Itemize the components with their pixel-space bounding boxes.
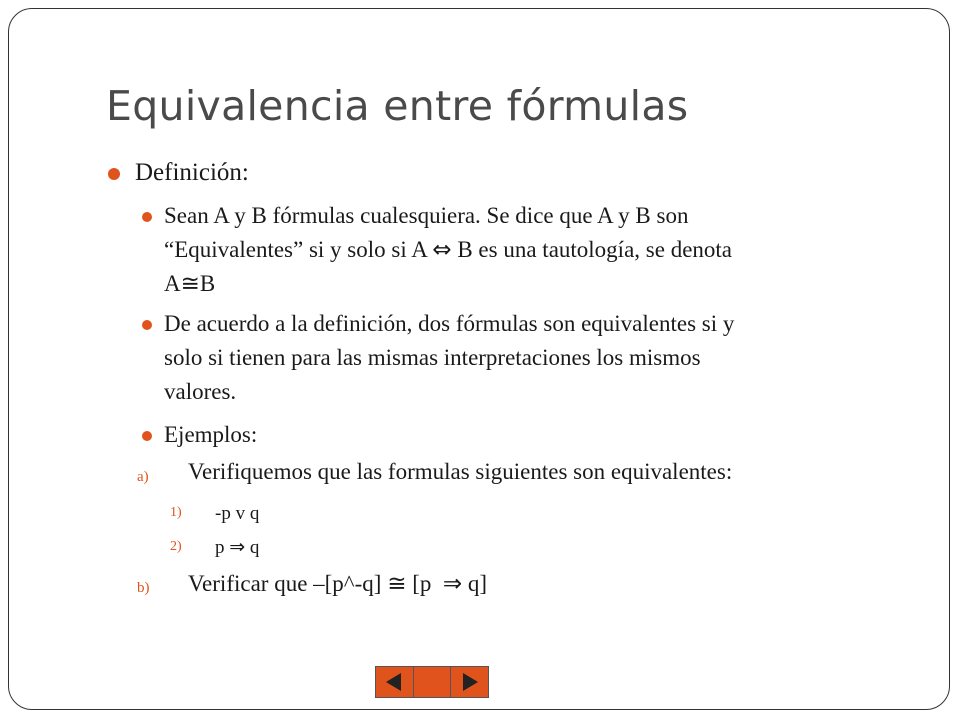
item-b-mid: [p (412, 571, 432, 596)
slide-title: Equivalencia entre fórmulas (106, 82, 689, 130)
examples-heading: Ejemplos: (164, 422, 258, 447)
congruent-symbol: ≅ (387, 571, 407, 597)
triangle-right-icon (459, 671, 481, 693)
next-slide-button[interactable] (451, 666, 489, 698)
sub2-post: q (249, 537, 260, 558)
bullet2-line1: De acuerdo a la definición, dos fórmulas son equivalentes si y (164, 311, 735, 336)
item-b-post: q] (467, 571, 488, 596)
slide-navigation (375, 666, 489, 698)
bullet-marker (142, 431, 152, 441)
item-b-marker: b) (137, 580, 150, 596)
sub1-text: -p v q (215, 503, 260, 524)
sub1-marker: 1) (170, 505, 182, 520)
sub2-marker: 2) (170, 539, 182, 554)
item-b-pre: Verificar que –[p^-q] (188, 571, 382, 596)
sub2-text (215, 536, 259, 559)
implies-symbol: ⇒ (229, 536, 246, 558)
bullet2-line3: valores. (164, 379, 237, 404)
bullet2-line2: solo si tienen para las mismas interpretaciones los mismos (164, 345, 701, 370)
bullet1-line3: A≅B (164, 271, 216, 296)
bullet1-line1: Sean A y B fórmulas cualesquiera. Se dice que A y B son (164, 203, 689, 228)
bullet1-line2-post: B es una tautología, se denota (457, 237, 732, 262)
bullet-marker (142, 320, 152, 330)
previous-slide-button[interactable] (375, 666, 414, 698)
implies-symbol: ⇒ (442, 571, 463, 597)
item-b-text (188, 571, 487, 597)
bullet1-line2 (164, 233, 732, 267)
iff-symbol: ⇔ (432, 237, 452, 263)
definition-heading: Definición: (135, 159, 249, 186)
item-a-text: Verifiquemos que las formulas siguientes son equivalentes: (188, 459, 733, 484)
bullet-marker (142, 212, 152, 222)
triangle-left-icon (383, 671, 405, 693)
home-slide-button[interactable] (414, 666, 452, 698)
sub2-pre: p (215, 537, 225, 558)
item-a-marker: a) (137, 469, 149, 485)
bullet1-line2-pre: “Equivalentes” si y solo si A (164, 237, 427, 262)
bullet-marker (108, 168, 120, 180)
